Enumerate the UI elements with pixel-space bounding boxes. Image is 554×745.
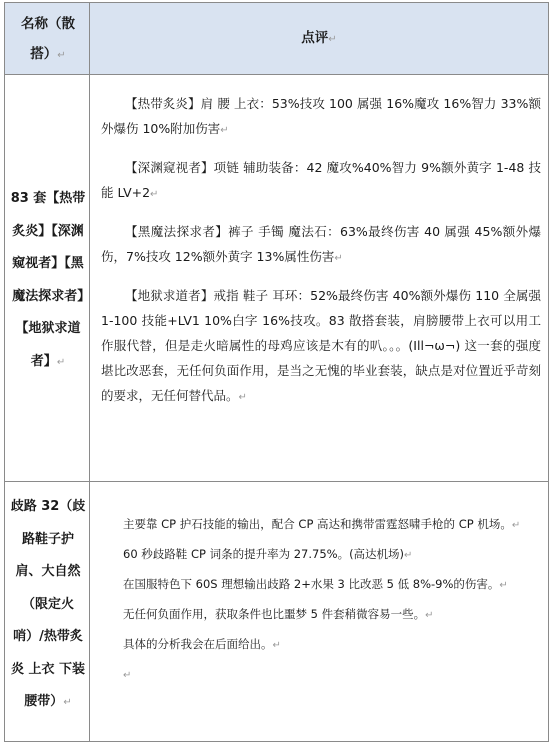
column-divider xyxy=(89,3,90,741)
review-paragraph: 【热带炙炎】肩 腰 上衣：53%技攻 100 属强 16%魔攻 16%智力 33%额外爆伤 10%附加伤害↵ xyxy=(101,96,541,136)
row-divider-row1 xyxy=(5,481,548,482)
review-paragraph: 60 秒歧路鞋 CP 词条的提升率为 27.75%。(高达机场)↵ xyxy=(123,547,413,561)
review-paragraph: 主要靠 CP 护石技能的输出，配合 CP 高达和携带雷霆怒啸手枪的 CP 机场。↵ xyxy=(123,517,521,531)
review-qilu32-set xyxy=(123,516,543,696)
set-name-qilu32: 歧路 32（歧路鞋子护肩、大自然（限定火哨）/热带炙炎 上衣 下装 腰带）↵ xyxy=(10,499,86,709)
set-name-83: 83 套【热带炙炎】【深渊窥视者】【黑魔法探求者】【地狱求道者】↵ xyxy=(10,191,86,369)
review-paragraph: 【黑魔法探求者】裤子 手镯 魔法石：63%最终伤害 40 属强 45%额外爆伤，7%技攻 12%额外黄字 13%属性伤害↵ xyxy=(101,224,541,264)
review-paragraph: 【深渊窥视者】项链 辅助装备：42 魔攻%40%智力 9%额外黄字 1-48 技能 LV+2↵ xyxy=(101,160,541,200)
row-divider-header xyxy=(5,74,548,75)
header-review-text: 点评 xyxy=(301,30,329,46)
header-name-text: 名称（散搭） xyxy=(21,16,75,62)
review-paragraph: 无任何负面作用，获取条件也比噩梦 5 件套稍微容易一些。↵ xyxy=(123,607,434,621)
review-paragraph: 【地狱求道者】戒指 鞋子 耳环：52%最终伤害 40%额外爆伤 110 全属强 1-100 技能+LV1 10%白字 16%技攻。83 散搭套装，肩膀腰带上衣可以用工作服代替，但是走火暗属性的母鸡应该是木有的叭。。。(Ill¬ω¬) 这一套的强度堪比改恶套，无任何负面作用，是当之无愧的毕业套装，缺点是对位置近乎苛刻的要求，无任何替代品。↵ xyxy=(101,288,541,403)
header-review: 点评↵ xyxy=(301,30,337,46)
review-paragraph: 在国服特色下 60S 理想输出歧路 2+水果 3 比改恶 5 低 8%-9%的伤害。↵ xyxy=(123,577,508,591)
review-83-set xyxy=(101,91,541,422)
review-table xyxy=(4,2,549,742)
review-paragraph: 具体的分析我会在后面给出。↵ xyxy=(123,637,281,651)
empty-paragraph: ↵ xyxy=(123,670,132,681)
header-name: 名称（散搭）↵ xyxy=(21,16,75,62)
